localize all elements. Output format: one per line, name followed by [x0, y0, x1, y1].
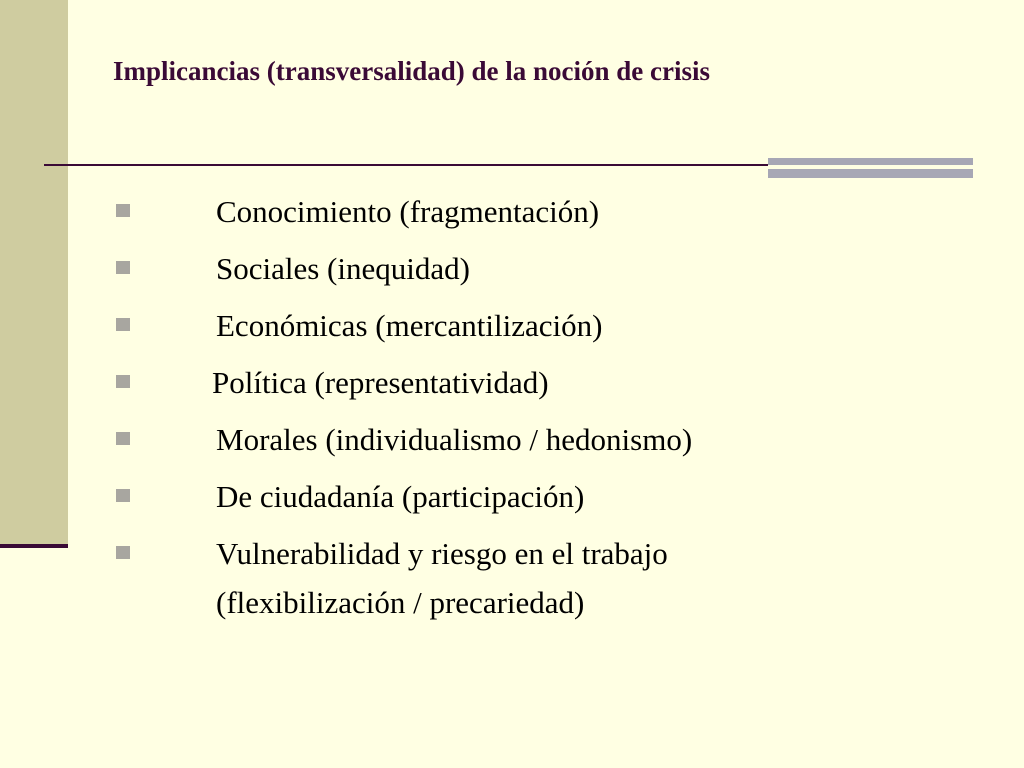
list-item-text: Morales (individualismo / hedonismo) — [216, 422, 693, 457]
square-bullet-icon — [116, 432, 130, 445]
list-item-text: De ciudadanía (participación) — [216, 479, 585, 514]
square-bullet-icon — [116, 261, 130, 274]
square-bullet-icon — [116, 318, 130, 331]
list-item-text: Económicas (mercantilización) — [216, 308, 603, 343]
slide-title: Implicancias (transversalidad) de la noción de crisis — [113, 56, 711, 86]
list-item-text: Política (representatividad) — [212, 365, 549, 400]
list-item-text: Conocimiento (fragmentación) — [216, 194, 600, 229]
list-item-text — [216, 529, 668, 627]
square-bullet-icon — [116, 375, 130, 388]
square-bullet-icon — [116, 546, 130, 559]
list-item-text-line: Vulnerabilidad y riesgo en el trabajo — [216, 536, 668, 571]
list-item-text: Sociales (inequidad) — [216, 251, 470, 286]
square-bullet-icon — [116, 489, 130, 502]
list-item-text-line: (flexibilización / precariedad) — [216, 585, 585, 620]
square-bullet-icon — [116, 204, 130, 217]
